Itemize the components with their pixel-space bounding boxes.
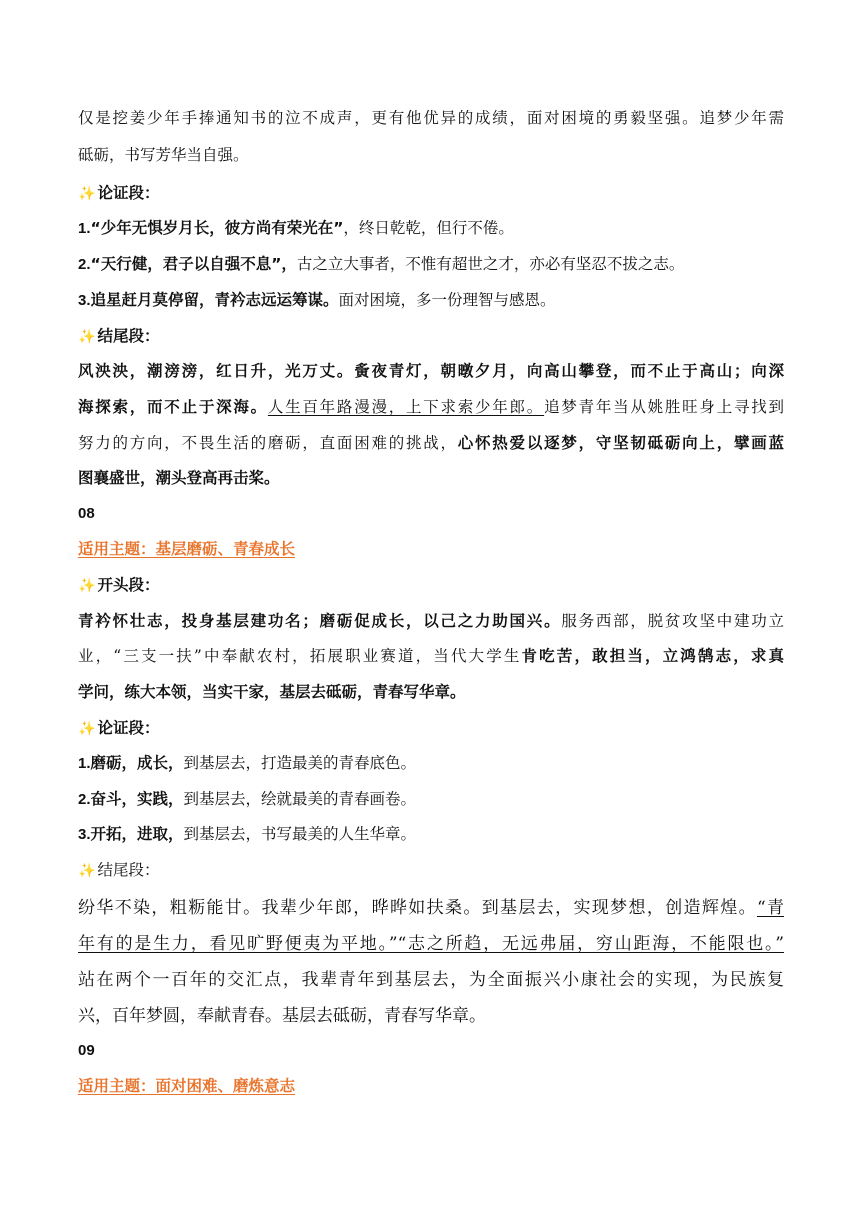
sparkle-icon: ✨ — [78, 186, 96, 202]
ending-line: 图襄盛世，潮头登高再击桨。 — [78, 469, 280, 487]
argument-item: 3.开拓，进取，到基层去，书写最美的人生华章。 — [78, 825, 417, 843]
argument-item: 2.奋斗，实践，到基层去，绘就最美的青春画卷。 — [78, 790, 417, 808]
sparkle-icon: ✨ — [78, 721, 96, 737]
opening-line: 青衿怀壮志，投身基层建功名；磨砺促成长，以己之力助国兴。服务西部，脱贫攻坚中建功立 — [78, 612, 784, 630]
section-number: 09 — [78, 1042, 95, 1059]
argument-item: 1.磨砺，成长，到基层去，打造最美的青春底色。 — [78, 754, 417, 772]
ending-line: 站在两个一百年的交汇点，我辈青年到基层去，为全面振兴小康社会的实现，为民族复 — [78, 970, 784, 990]
section-heading-opening: ✨ 开头段： — [78, 574, 784, 597]
argument-item: 3.追星赶月莫停留，青衿志远运筹谋。面对困境，多一份理智与感恩。 — [78, 291, 556, 309]
theme-label: 适用主题：基层磨砺、青春成长 — [78, 540, 296, 558]
ending-line: 纷华不染，粗粝能甘。我辈少年郎，晔晔如扶桑。到基层去，实现梦想，创造辉煌。“青 — [78, 898, 784, 918]
sparkle-icon: ✨ — [78, 329, 96, 345]
opening-line: 业，“三支一扶”中奉献农村，拓展职业赛道，当代大学生肯吃苦，敢担当，立鸿鹄志，求真 — [78, 647, 784, 665]
section-heading-ending: ✨ 结尾段： — [78, 859, 784, 882]
theme-label: 适用主题：面对困难、磨炼意志 — [78, 1077, 296, 1095]
section-heading-argument: ✨ 论证段： — [78, 717, 784, 740]
ending-line: 年有的是生力，看见旷野便夷为平地。”“志之所趋，无远弗届，穷山距海，不能限也。” — [78, 934, 784, 954]
sparkle-icon: ✨ — [78, 578, 96, 594]
argument-item: 1.“少年无惧岁月长，彼方尚有荣光在”，终日乾乾，但行不倦。 — [78, 219, 514, 237]
ending-line: 努力的方向，不畏生活的磨砺，直面困难的挑战，心怀热爱以逐梦，守坚韧砥砺向上，擘画蓝 — [78, 434, 784, 452]
section-number: 08 — [78, 505, 95, 522]
ending-line: 海探索，而不止于深海。人生百年路漫漫，上下求索少年郎。追梦青年当从姚胜旺身上寻找到 — [78, 398, 784, 416]
sparkle-icon: ✨ — [78, 863, 96, 879]
ending-line: 兴，百年梦圆，奉献青春。基层去砥砺，青春写华章。 — [78, 1006, 486, 1026]
paragraph-line: 仅是挖姜少年手捧通知书的泣不成声，更有他优异的成绩，面对困境的勇毅坚强。追梦少年需 — [78, 109, 784, 127]
section-heading-ending: ✨ 结尾段： — [78, 325, 784, 348]
paragraph-line: 砥砺，书写芳华当自强。 — [78, 146, 249, 164]
section-heading-argument: ✨ 论证段： — [78, 182, 784, 205]
opening-line: 学问，练大本领，当实干家，基层去砥砺，青春写华章。 — [78, 683, 466, 701]
argument-item: 2.“天行健，君子以自强不息”，古之立大事者，不惟有超世之才，亦必有坚忍不拔之志。 — [78, 255, 685, 273]
ending-line: 风泱泱，潮滂滂，红日升，光万丈。夤夜青灯，朝暾夕月，向高山攀登，而不止于高山；向深 — [78, 362, 784, 380]
